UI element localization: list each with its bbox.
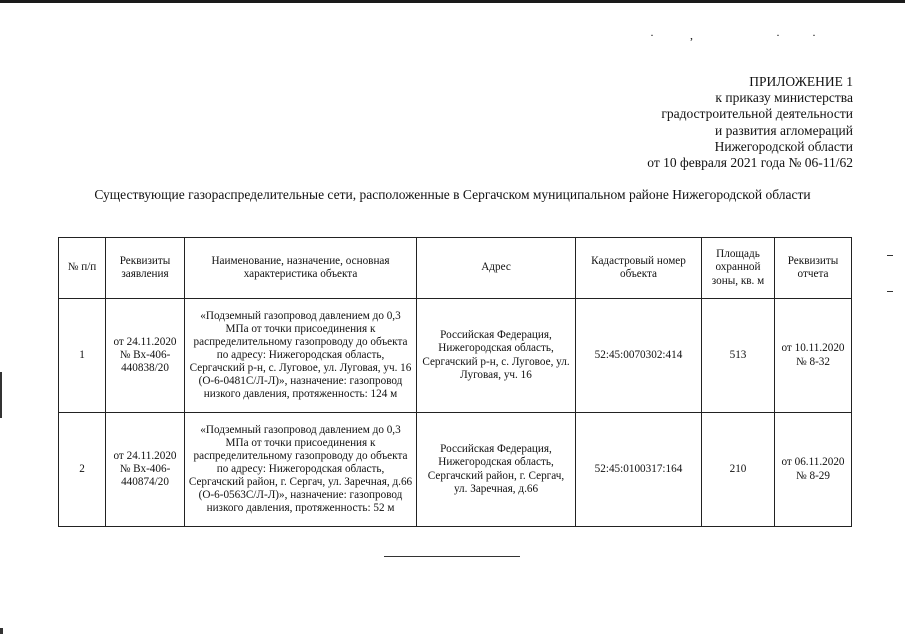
appendix-line: к приказу министерства <box>715 90 853 106</box>
footer-divider <box>384 556 520 557</box>
cell-address: Российская Федерация, Нижегородская область, Сергачский р-н, с. Луговое, ул. Луговая, уч. 16 <box>417 299 576 413</box>
cell-report: от 06.11.2020 № 8-29 <box>775 413 852 527</box>
scan-margin-mark <box>887 291 893 292</box>
cell-area: 513 <box>702 299 775 413</box>
gas-networks-table <box>58 237 852 527</box>
column-header-description: Наименование, назначение, основная характеристика объекта <box>185 238 417 299</box>
column-header-report: Реквизиты отчета <box>775 238 852 299</box>
scan-margin-mark <box>887 255 893 256</box>
cell-request: от 24.11.2020 № Вх-406-440838/20 <box>106 299 185 413</box>
cell-description: «Подземный газопровод давлением до 0,3 МПа от точки присоединения к распределительному газопроводу до объекта по адресу: Нижегородская область, Сергачский район, г. Сергач, ул. Заречная, д.66 (О-6-0563С/Л-Л)», назначение: газопровод низкого давления, протяженность: 52 м <box>185 413 417 527</box>
scan-speck: · <box>812 28 816 42</box>
cell-report: от 10.11.2020 № 8-32 <box>775 299 852 413</box>
table-header-row <box>59 238 852 299</box>
column-header-number: № п/п <box>59 238 106 299</box>
cell-number: 2 <box>59 413 106 527</box>
table-row <box>59 413 852 527</box>
scan-speck: , <box>690 28 693 42</box>
appendix-line: Нижегородской области <box>714 138 853 154</box>
column-header-cadastral: Кадастровый номер объекта <box>576 238 702 299</box>
column-header-address: Адрес <box>417 238 576 299</box>
column-header-request: Реквизиты заявления <box>106 238 185 299</box>
cell-request: от 24.11.2020 № Вх-406-440874/20 <box>106 413 185 527</box>
cell-cadastral: 52:45:0070302:414 <box>576 299 702 413</box>
scan-margin-mark <box>0 628 3 634</box>
scan-top-border <box>0 0 905 3</box>
document-title: Существующие газораспределительные сети, расположенные в Сергачском муниципальном районе Нижегородской области <box>94 187 811 202</box>
cell-description: «Подземный газопровод давлением до 0,3 МПа от точки присоединения к распределительному газопроводу до объекта по адресу: Нижегородская область, Сергачский р-н, с. Луговое, ул. Луговая, уч. 16 (О-6-0481С/Л-Л)», назначение: газопровод низкого давления, протяженность: 124 м <box>185 299 417 413</box>
appendix-date-line: от 10 февраля 2021 года № 06-11/62 <box>647 155 853 171</box>
appendix-line: и развития агломераций <box>714 122 853 138</box>
column-header-area: Площадь охранной зоны, кв. м <box>702 238 775 299</box>
cell-number: 1 <box>59 299 106 413</box>
scan-margin-mark <box>0 372 2 418</box>
appendix-title: ПРИЛОЖЕНИЕ 1 <box>749 74 853 89</box>
scan-speck: · <box>650 28 654 42</box>
cell-address: Российская Федерация, Нижегородская область, Сергачский район, г. Сергач, ул. Заречная, д.66 <box>417 413 576 527</box>
appendix-header <box>533 74 853 171</box>
appendix-line: градостроительной деятельности <box>661 106 853 122</box>
scan-speck: · <box>776 28 780 42</box>
cell-area: 210 <box>702 413 775 527</box>
cell-cadastral: 52:45:0100317:164 <box>576 413 702 527</box>
table-row <box>59 299 852 413</box>
